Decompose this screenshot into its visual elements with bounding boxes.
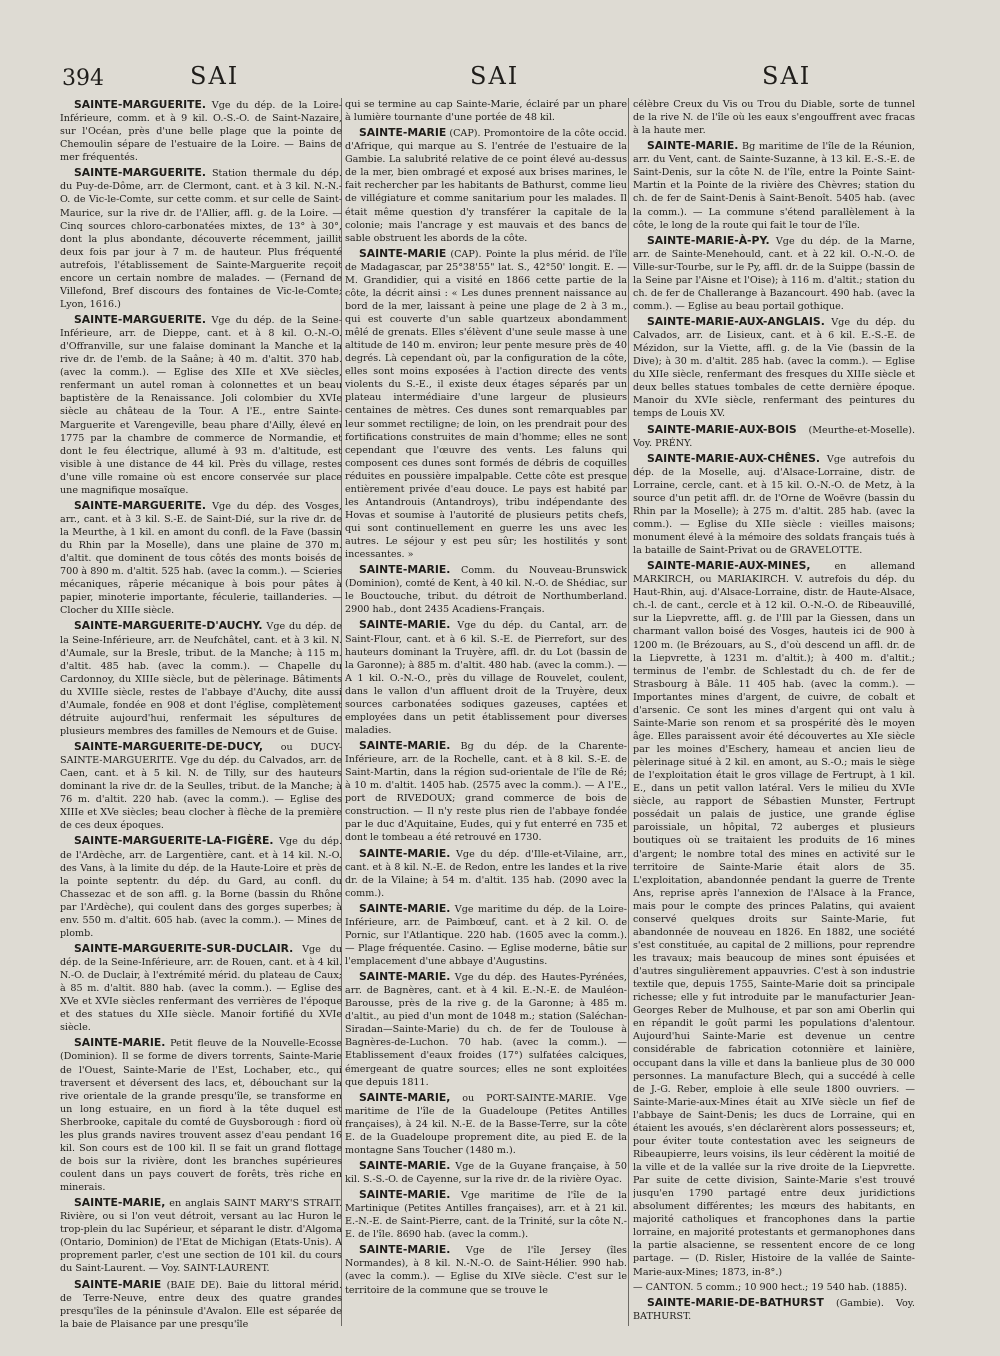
dictionary-entry [60,166,342,311]
entry-text: Bg maritime de l'île de la Réunion, arr. du Vent, cant. de Sainte-Suzanne, à 13 kil. E.-S.-E. de Saint-Denis, sur la côte N. de l'île, entre la Pointe Saint-Martin et la Pointe de la rivière des Chèvres; station du ch. de fer de Saint-Denis à Saint-Benoît. 5405 hab. (avec la comm.). — La commune s'étend parallèlement à la côte, le long de la route qui fait le tour de l'île. [633,141,915,231]
entry-headword: SAINTE-MARGUERITE. [74,98,206,111]
entry-text: Vge du dép. de la Seine-Inférieure, arr. de Neufchâtel, cant. et à 3 kil. N. d'Aumale, sur la Bresle, tribut. de la Manche; à 115 m. d'altit. 485 hab. (avec la comm.). — Chapelle du Cardonnoy, du XIIIe siècle, but de pèlerinage. Bâtiments du XVIIIe siècle, restes de l'abbaye d'Auchy, dite aussi d'Aumale, fondée en 908 et dont l'église, complètement détruite aujourd'hui, renfermait les sépultures de plusieurs membres des familles de Nemours et de Guise. [60,621,342,737]
dictionary-entry [345,247,627,562]
entry-headword: SAINTE-MARGUERITE. [74,498,206,512]
entry-headword: SAINTE-MARIE-À-PY. [647,233,770,247]
entry-headword: SAINTE-MARGUERITE-DE-DUCY, [74,740,263,753]
entry-headword: SAINTE-MARIE-AUX-ANGLAIS. [647,315,825,328]
dictionary-entry [345,1188,627,1241]
entry-headword: SAINTE-MARIE. [359,901,451,915]
dictionary-entry [345,1159,627,1186]
entry-headword: SAINTE-MARIE-AUX-CHÊNES. [647,451,821,465]
dictionary-entry [345,739,627,845]
entry-text: (Gambie). Voy. BATHURST. [633,1297,915,1322]
entry-headword: SAINTE-MARIE. [359,1158,451,1172]
dictionary-entry [345,1243,627,1296]
dictionary-entry [345,126,627,245]
dictionary-entry [633,423,915,450]
entry-text: Station thermale du dép. du Puy-de-Dôme, arr. de Clermont, cant. et à 3 kil. N.-N.-O. de Vic-le-Comte, sur cette comm. et sur celle de Saint-Maurice, sur la rive dr. de l'Allier, affl. g. de la Loire. — Cinq sources chloro-carbonatées mixtes, de 13° à 30°, dont la plus abondante, découverte récemment, jaillit deux fois par jour à 7 m. de hauteur. Plus fréquenté autrefois, l'établissement de Sainte-Marguerite reçoit encore un certain nombre de malades. — (Fernand de Villefond, Bref discours des fontaines de Vic-le-Comte; Lyon, 1616.) [60,168,342,310]
dictionary-entry [60,313,342,497]
dictionary-entry [633,1281,915,1294]
entry-text: Vge maritime du dép. de la Loire-Inférieure, arr. de Paimbœuf, cant. et à 2 kil. O. de Pornic, sur l'Atlantique. 220 hab. (1605 avec la comm.). — Plage fréquentée. Casino. — Eglise moderne, bâtie sur l'emplacement d'une abbaye d'Augustins. [345,903,627,967]
entry-headword: SAINTE-MARGUERITE-SUR-DUCLAIR. [74,941,294,955]
entry-text: Vge du dép. de la Seine-Inférieure, arr. de Dieppe, cant. et à 8 kil. O.-N.-O. d'Offranville, sur une falaise dominant la Manche et la rive dr. de l'emb. de la Saâne; à 40 m. d'altit. 370 hab. (avec la comm.). — Eglise des XIIe et XVe siècles, renfermant un autel roman à colonnettes et un beau baptistère de la Renaissance. Joli colombier du XVIe siècle au château de la Tour. A l'E., entre Sainte-Marguerite et Varengeville, beau phare d'Ailly, élevé en 1775 par la chambre de commerce de Normandie, et dont le feu électrique, allumé à 93 m. d'altitude, est visible à une distance de 44 kil. Près du village, restes d'une ville romaine où est encore conservée sur place une magnifique mosaïque. [60,315,342,496]
dictionary-entry [60,1278,342,1331]
dictionary-entry [633,559,915,1278]
entry-headword: SAINTE-MARIE. [359,1188,451,1202]
entry-headword: SAINTE-MARIE. [359,563,451,577]
entry-headword: SAINTE-MARIE. [359,1243,451,1257]
dictionary-entry [60,942,342,1034]
entry-headword: SAINTE-MARGUERITE. [74,313,206,326]
entry-text: Vge du dép. de la Marne, arr. de Sainte-Menehould, cant. et à 22 kil. O.-N.-O. de Ville-sur-Tourbe, sur le Py, affl. dr. de la Suippe (bassin de la Seine par l'Aisne et l'Oise); à 116 m. d'altit.; station du ch. de fer de Challerange à Bazancourt. 490 hab. (avec la comm.). — Eglise au beau portail gothique. [633,235,915,312]
entry-text: Bg du dép. de la Charente-Inférieure, arr. de la Rochelle, cant. et à 8 kil. S.-E. de Saint-Martin, dans la région sud-orientale de l'île de Ré; à 10 m. d'altit. 1405 hab. (2575 avec la comm.). — A l'E., port de RIVEDOUX; grand commerce de bois de construction. — Il n'y reste plus rien de l'abbaye fondée par le duc d'Aquitaine, Eudes, qui y fut enterré en 735 et dont le tombeau a été retrouvé en 1730. [345,741,627,844]
entry-text: qui se termine au cap Sainte-Marie, éclairé par un phare à lumière tournante d'une portée de 48 kil. [345,99,627,124]
entry-text: Vge du dép. de la Loire-Inférieure, comm. et à 9 kil. O.-S.-O. de Saint-Nazaire, sur l'Océan, près d'une belle plage que la pointe de Chemoulin sépare de l'estuaire de la Loire. — Bains de mer fréquentés. [60,100,342,164]
page-number: 394 [62,66,104,91]
dictionary-entry [60,98,342,164]
entry-headword: SAINTE-MARIE. [359,618,451,632]
dictionary-entry [633,98,915,137]
entry-headword: SAINTE-MARIE. [647,139,739,153]
entry-text: (BAIE DE). Baie du littoral mérid. de Terre-Neuve, entre deux des quatre grandes presqu'îles de la péninsule d'Avalon. Elle est séparée de la baie de Plaisance par une presqu'île [60,1279,342,1330]
running-header-center: SAI [470,62,520,90]
entry-headword: SAINTE-MARIE-AUX-MINES, [647,559,811,573]
entry-headword: SAINTE-MARGUERITE. [74,166,206,180]
entry-text: Vge de la Guyane française, à 50 kil. S.-S.-O. de Cayenne, sur la rive dr. de la rivière Oyac. [345,1160,627,1185]
entry-text: Petit fleuve de la Nouvelle-Ecosse (Dominion). Il se forme de divers torrents, Sainte-Marie de l'Ouest, Sainte-Marie de l'Est, Lochaber, etc., qui traversent et déversent des lacs, et, débouchant sur la rive orientale de la grande presqu'île, se transforme en un long estuaire, en un fiord à la tête duquel est Sherbrooke, capitale du comté de Guysborough : fiord où les plus grands navires trouvent assez d'eau pendant 16 kil. Son cours est de 100 kil. Il se fait un grand flottage de bois sur la rivière, dont les branches supérieures coulent dans un pays couvert de forêts, très riche en minerais. [60,1038,342,1194]
text-column-2 [345,98,627,1333]
dictionary-entry [60,740,342,832]
entry-text: Vge du dép. d'Ille-et-Vilaine, arr., cant. et à 8 kil. N.-E. de Redon, entre les landes et la rive dr. de la Vilaine; à 54 m. d'altit. 135 hab. (2090 avec la comm.). [345,848,627,899]
entry-headword: SAINTE-MARIE [359,246,447,260]
entry-text: Comm. du Nouveau-Brunswick (Dominion), comté de Kent, à 40 kil. N.-O. de Shédiac, sur le Bouctouche, tribut. du détroit de Northumberland. 2900 hab., dont 2435 Acadiens-Français. [345,565,627,616]
entry-headword: SAINTE-MARIE. [74,1036,166,1050]
dictionary-entry [633,452,915,558]
dictionary-entry [345,98,627,124]
dictionary-entry [60,834,342,940]
entry-headword: SAINTE-MARIE-DE-BATHURST [647,1295,824,1309]
entry-text: Vge du dép. des Vosges, arr., cant. et à 3 kil. S.-E. de Saint-Dié, sur la rive dr. de la Meurthe, à 1 kil. en amont du confl. de la Fave (bassin du Rhin par la Moselle), dans une plaine de 370 m. d'altit. que dominent de tous côtés des monts boisés de 700 à 890 m. d'altit. 525 hab. (avec la comm.). — Scieries mécaniques, râperie mécanique à bois pour pâtes à papier, minoterie importante, féculerie, taillanderies. — Clocher du XIIIe siècle. [60,500,342,617]
entry-headword: SAINTE-MARIE, [74,1196,166,1210]
entry-text: ou DUCY-SAINTE-MARGUERITE. Vge du dép. du Calvados, arr. de Caen, cant. et à 5 kil. N. de Tilly, sur des hauteurs dominant la rive dr. de la Seulles, tribut. de la Manche; à 76 m. d'altit. 220 hab. (avec la comm.). — Eglise des XIIIe et XVe siècles; beau clocher à flèche de la première de ces deux époques. [60,742,342,832]
entry-text: (CAP). Promontoire de la côte occid. d'Afrique, qui marque au S. l'entrée de l'estuaire de la Gambie. La salubrité relative de ce point élevé au-dessus de la mer, bien ombragé et exposé aux brises marines, le fait rechercher par les habitants de Bathurst, comme lieu de villégiature et comme sanitarium pour les malades. Il était même question d'y transférer la capitale de la colonie; mais l'ancrage y est mauvais et des bancs de sable obstruent les abords de la côte. [345,128,627,244]
dictionary-entry [60,499,342,618]
entry-text: Vge du dép. du Calvados, arr. de Lisieux, cant. et à 6 kil. E.-S.-E. de Mézidon, sur la Viette, affl. g. de la Vie (bassin de la Dive); à 30 m. d'altit. 285 hab. (avec la comm.). — Eglise du XIIe siècle, renfermant des fresques du XIIIe siècle et deux belles statues tombales de cette dernière époque. Manoir du XVIe siècle, renfermant des peintures du temps de Louis XV. [633,317,915,420]
entry-headword: SAINTE-MARIE, [359,1090,451,1104]
entry-headword: SAINTE-MARIE-AUX-BOIS [647,422,797,436]
entry-text: en allemand MARKIRCH, ou MARIAKIRCH. V. autrefois du dép. du Haut-Rhin, auj. d'Alsace-Lorraine, distr. de Haute-Alsace, ch.-l. de cant., cercle et à 12 kil. O.-N.-O. de Ribeauvillé, sur la Liepvrette, affl. g. de l'Ill par la Giessen, dans un charmant vallon boisé des Vosges, hauteis ici de 900 à 1200 m. (le Brézouars, au S., d'où descend un affl. dr. de la Liepvrette, à 1231 m. d'altit.); à 400 m. d'altit.; terminus de l'embr. de Schlestadt du ch. de fer de Strasbourg à Bâle. 11 405 hab. (avec la comm.). — Importantes mines d'argent, de cuivre, de cobalt et d'arsenic. Ce sont les mines d'argent qui ont valu à Sainte-Marie son renom et sa prospérité dès le moyen âge. Elles paraissent avoir été découvertes au XIe siècle par les moines d'Eschery, hameau et ancien lieu de pèlerinage situé à 2 kil. en amont, au S.-O.; mais le siège de l'exploitation était le gros village de Fertrupt, à 1 kil. E., dans un petit vallon latéral. Vers le milieu du XVIe siècle, au rapport de Sébastien Munster, Fertrupt possédait un palais de justice, une grande église paroissiale, un hôpital, 72 auberges et plusieurs boutiques où se traitaient les produits de 16 mines d'argent; le nombre total des mines en activité sur le territoire de Sainte-Marie était alors de 35. L'exploitation, abandonnée pendant la guerre de Trente Ans, reprise après l'annexion de l'Alsace à la France, mais pour le compte des princes Palatins, qui avaient conservé quelques droits sur Sainte-Marie, fut abandonnée de nouveau en 1826. En 1882, une société s'est constituée, au capital de 2 millions, pour reprendre les travaux; mais beaucoup de mines sont épuisées et d'autres singulièrement appauvries. C'est à son industrie textile que, depuis 1755, Sainte-Marie doit sa principale richesse; elle y fut introduite par le manufacturier Jean-Georges Reber de Mulhouse, et par son ami Oberlin qui en répandit le goût parmi les populations d'alentour. Aujourd'hui Sainte-Marie est devenue un centre considérable de fabrication cotonnière et lainière, occupant dans la ville et dans la banlieue plus de 30 000 personnes. La manufacture Blech, qui a succédé à celle de J.-G. Reber, emploie à elle seule 1800 ouvriers. — Sainte-Marie-aux-Mines était au XIVe siècle un fief de l'abbaye de Saint-Denis; les ducs de Lorraine, qui en étaient les avoués, s'en déclarèrent alors possesseurs; et, pour éviter toute contestation avec les seigneurs de Ribeaupierre, leurs voisins, ils leur cédèrent la moitié de la ville et de la vallée sur la rive droite de la Liepvrette. Par suite de cette division, Sainte-Marie s'est trouvé jusqu'en 1790 partagé entre deux juridictions absolument différentes; les mœurs des habitants, en majorité catholiques et francophones dans la partie lorraine, en majorité protestants et germanophones dans la partie alsacienne, se ressentent encore de ce long partage. — (D. Risler, Histoire de la vallée de Sainte-Marie-aux-Mines; 1873, in-8°.) [633,561,915,1278]
entry-text: (Meurthe-et-Moselle). Voy. PRÉNY. [633,424,915,449]
dictionary-entry [633,234,915,313]
entry-headword: SAINTE-MARIE [359,126,447,140]
running-header-left: SAI [190,62,240,90]
entry-text: Vge du dép. de l'Ardèche, arr. de Largentière, cant. et à 14 kil. N.-O. des Vans, à la limite du dép. de la Haute-Loire et près de la pointe septentr. du dép. du Gard, au confl. du Chassezac et de son affl. g. la Borne (bassin du Rhône par l'Ardèche), qui coulent dans des gorges superbes; à env. 550 m. d'altit. 605 hab. (avec la comm.). — Mines de plomb. [60,836,342,939]
entry-text: Vge maritime de l'île de la Martinique (Petites Antilles françaises), arr. et à 21 kil. E.-N.-E. de Saint-Pierre, cant. de la Trinité, sur la côte N.-E. de l'île. 8690 hab. (avec la comm.). [345,1190,627,1241]
dictionary-entry [345,902,627,968]
entry-headword: SAINTE-MARGUERITE-LA-FIGÈRE. [74,834,274,848]
entry-text: (CAP). Pointe la plus mérid. de l'île de Madagascar, par 25°38'55" lat. S., 42°50' longit. E. — M. Grandidier, qui a visité en 1866 cette partie de la côte, la décrit ainsi : « Les dunes prennent naissance au bord de la mer, laissant à peine une plage de 2 à 3 m., qui est couverte d'un sable quartzeux abondamment mêlé de grenats. Elles s'élèvent d'une seule masse à une altitude de 140 m. environ; leur pente mesure près de 40 degrés. Là cependant où, par la configuration de la côte, elles sont moins exposées à l'action directe des vents violents du S.-E., il existe deux étages séparés par un plateau intermédiaire d'une largeur de plusieurs centaines de mètres. Ces dunes sont remarquables par leur sommet rectiligne; de loin, on les prendrait pour des fortifications construites de main d'homme; elles ne sont cependant que l'œuvre des vents. Les faluns qui composent ces dunes sont formés de débris de coquilles réduites en poussière impalpable. Cette côte est presque entièrement privée d'eau douce. Le pays est habité par les Antandrouis (Antandroys), tribu indépendante des Hovas et soumise à l'autorité de plusieurs petits chefs, qui sont continuellement en guerre les uns avec les autres. Le séjour y est peu sûr; les hostilités y sont incessantes. » [345,248,627,561]
column-rule [628,98,629,1326]
entry-text: en anglais SAINT MARY'S STRAIT. Rivière, ou si l'on veut détroit, versant au lac Huron le trop-plein du lac Supérieur, et séparant le distr. d'Algoma (Ontario, Dominion) de l'Etat de Michigan (Etats-Unis). A proprement parler, c'est une section de 101 kil. du cours du Saint-Laurent. — Voy. SAINT-LAURENT. [60,1198,342,1275]
entry-headword: SAINTE-MARIE. [359,846,451,860]
entry-text: Vge du dép. des Hautes-Pyrénées, arr. de Bagnères, cant. et à 4 kil. E.-N.-E. de Mauléon-Barousse, près de la rive g. de la Garonne; à 485 m. d'altit., au pied d'un mont de 1048 m.; station (Saléchan-Siradan—Sainte-Marie) du ch. de fer de Toulouse à Bagnères-de-Luchon. 70 hab. (avec la comm.). — Etablissement d'eaux froides (17°) sulfatées calciques, émergeant de quatre sources; elles ne sont exploitées que depuis 1811. [345,972,627,1088]
dictionary-entry [345,970,627,1089]
dictionary-entry [60,1196,342,1275]
entry-headword: SAINTE-MARIE [74,1277,162,1291]
entry-text: Vge de l'île Jersey (îles Normandes), à 8 kil. N.-N.-O. de Saint-Hélier. 990 hab. (avec la comm.). — Eglise du XIVe siècle. C'est sur le territoire de la commune que se trouve le [345,1245,627,1296]
entry-text: ou PORT-SAINTE-MARIE. Vge maritime de l'île de la Guadeloupe (Petites Antilles françaises), à 24 kil. N.-E. de la Basse-Terre, sur la côte E. de la Guadeloupe proprement dite, au pied E. de la montagne Sans Toucher (1480 m.). [345,1092,627,1156]
dictionary-entry [60,1036,342,1194]
dictionary-entry [633,1296,915,1323]
entry-headword: SAINTE-MARIE. [359,739,451,752]
dictionary-entry [345,1091,627,1157]
dictionary-entry [60,619,342,738]
entry-text: Vge autrefois du dép. de la Moselle, auj. d'Alsace-Lorraine, distr. de Lorraine, cercle, cant. et à 15 kil. O.-N.-O. de Metz, à la source d'un petit affl. dr. de l'Orne de Woëvre (bassin du Rhin par la Moselle); à 275 m. d'altit. 285 hab. (avec la comm.). — Eglise du XIIe siècle : vieilles maisons; monument élevé à la mémoire des soldats français tués à la bataille de Saint-Privat ou de GRAVELOTTE. [633,453,915,557]
running-header-right: SAI [762,62,812,90]
dictionary-entry [345,618,627,737]
entry-headword: SAINTE-MARIE. [359,970,451,984]
entry-text: célèbre Creux du Vis ou Trou du Diable, sorte de tunnel de la rive N. de l'île où les eaux s'engouffrent avec fracas à la haute mer. [633,99,915,137]
dictionary-entry [345,847,627,900]
entry-text: Vge du dép. de la Seine-Inférieure, arr. de Rouen, cant. et à 4 kil. N.-O. de Duclair, à l'extrémité mérid. du plateau de Caux; à 85 m. d'altit. 880 hab. (avec la comm.). — Eglise des XVe et XVIe siècles renfermant des verrières de l'époque et des statues du XIIe siècle. Manoir fortifié du XVIe siècle. [60,943,342,1034]
dictionary-entry [345,563,627,616]
dictionary-entry [633,315,915,421]
text-column-1 [60,98,342,1333]
entry-text: Vge du dép. du Cantal, arr. de Saint-Flour, cant. et à 6 kil. S.-E. de Pierrefort, sur des hauteurs dominant la Truyère, affl. dr. du Lot (bassin de la Garonne); à 885 m. d'altit. 480 hab. (avec la comm.). — A 1 kil. O.-N.-O., près du village de Rouvelet, coulent, dans le vallon d'un affluent droit de la Truyère, deux sources carbonatées sodiques gazeuses, captées et employées dans un petit établissement pour diverses maladies. [345,620,627,736]
dictionary-entry [633,139,915,231]
entry-headword: SAINTE-MARGUERITE-D'AUCHY. [74,619,263,633]
text-column-3 [633,98,915,1333]
entry-text: — CANTON. 5 comm.; 10 900 hect.; 19 540 hab. (1885). [633,1281,908,1293]
